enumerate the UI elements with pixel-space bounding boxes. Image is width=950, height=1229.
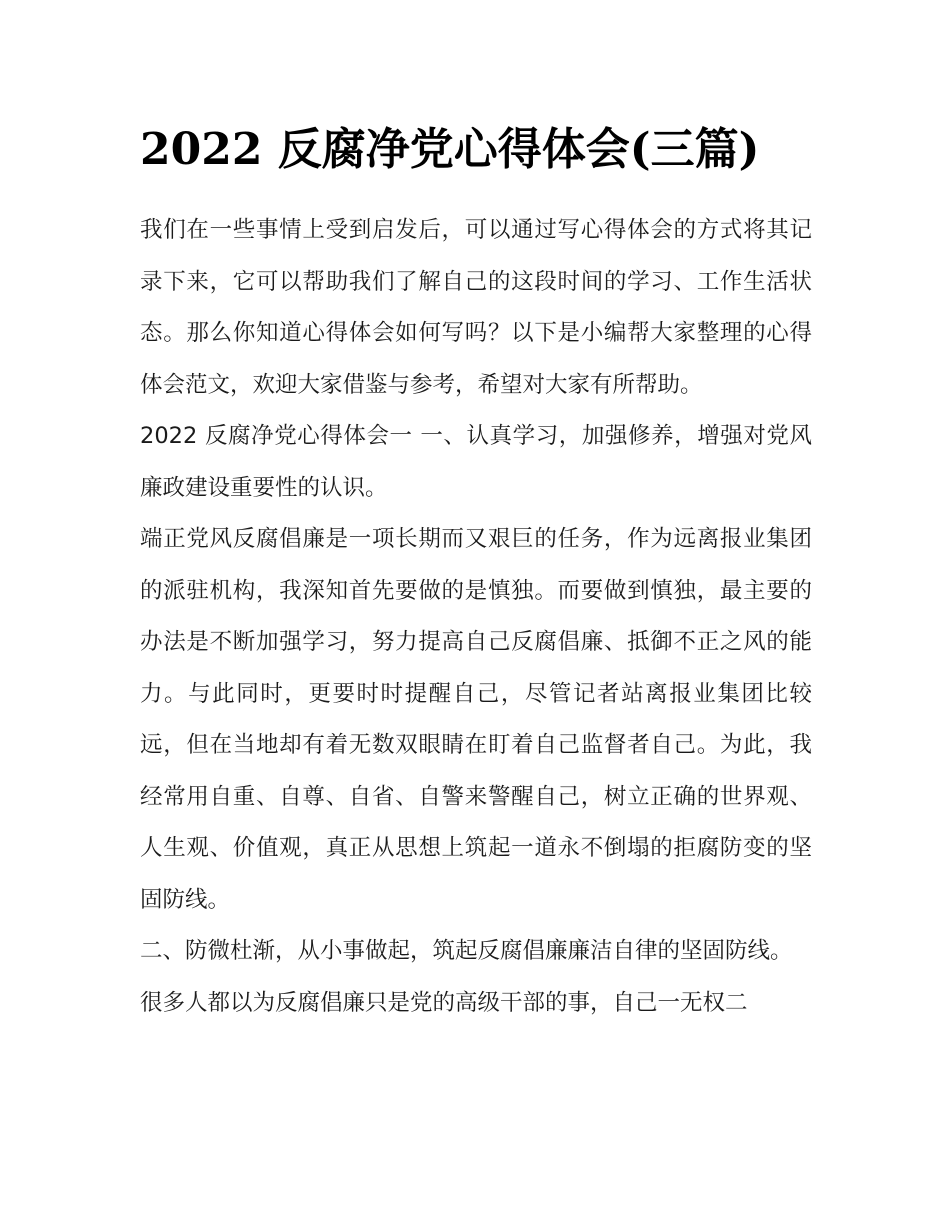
paragraph-intro: 我们在一些事情上受到启发后，可以通过写心得体会的方式将其记录下来，它可以帮助我们了解自己的这段时间的学习、工作生活状态。那么你知道心得体会如何写吗？以下是小编帮大家整理的心得体会范文，欢迎大家借鉴与参考，希望对大家有所帮助。 — [140, 217, 812, 398]
paragraph-section-one-body: 端正党风反腐倡廉是一项长期而又艰巨的任务，作为远离报业集团的派驻机构，我深知首先要做的是慎独。而要做到慎独，最主要的办法是不断加强学习，努力提高自己反腐倡廉、抵御不正之风的能力。与此同时，更要时时提醒自己，尽管记者站离报业集团比较远，但在当地却有着无数双眼睛在盯着自己监督者自己。为此，我经常用自重、自尊、自省、自警来警醒自己，树立正确的世界观、人生观、价值观，真正从思想上筑起一道永不倒塌的拒腐防变的坚固防线。 — [140, 526, 812, 913]
paragraph-section-two-body: 很多人都以为反腐倡廉只是党的高级干部的事，自己一无权二 — [140, 989, 748, 1016]
paragraph-section-two-heading: 二、防微杜渐，从小事做起，筑起反腐倡廉廉洁自律的坚固防线。 — [140, 938, 793, 964]
document-title: 2022 反腐净党心得体会(三篇) — [140, 124, 760, 175]
paragraph-section-one-heading: 2022 反腐净党心得体会一 一、认真学习，加强修养，增强对党风廉政建设重要性的认识。 — [140, 423, 812, 501]
document-body — [140, 205, 812, 1029]
document-content — [140, 118, 812, 1029]
